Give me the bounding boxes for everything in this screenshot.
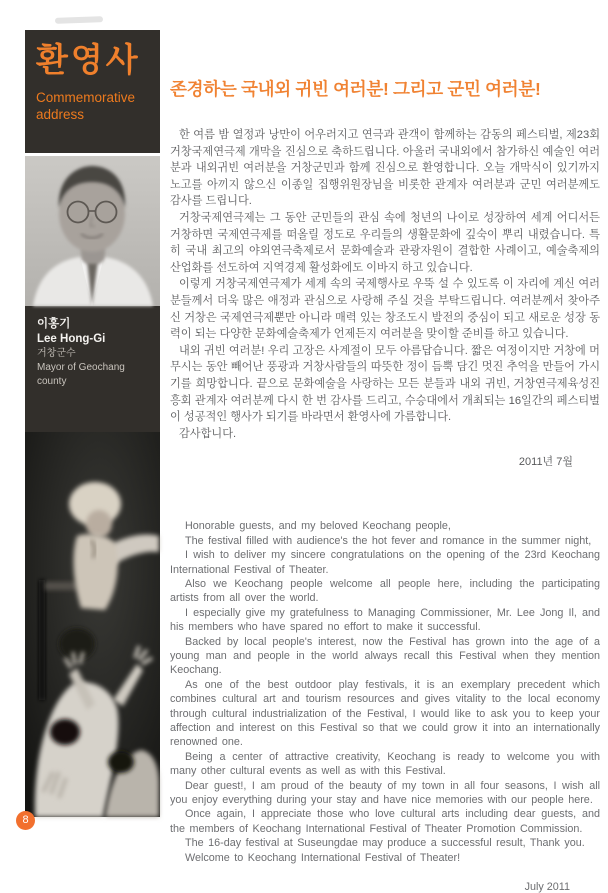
paragraph: Also we Keochang people welcome all people here, including the participating artists from all over the world. [170,577,600,605]
greeting-title: 존경하는 국내외 귀빈 여러분! 그리고 군민 여러분! [170,79,541,99]
paragraph: I wish to deliver my sincere congratulations on the opening of the 23rd Keochang International Festival of Theater. [170,549,600,576]
paragraph: Honorable guests, and my beloved Keochang people, [185,520,451,533]
mayor-name-korean: 이홍기 [37,318,71,330]
paragraph: I especially give my gratefulness to Managing Commissioner, Mr. Lee Jong Il, and his members who have spared no effort to make it successful. [170,606,600,634]
page-number-badge: 8 [16,811,35,830]
paragraph: 거창국제연극제는 그 동안 군민들의 관심 속에 청년의 나이로 성장하여 세계 어디서든 거창하면 국제연극제를 떠올릴 정도로 우리들의 생활문화에 깊숙이 뿌리 내렸습니다. 특히 국내 최고의 야외연극축제로서 문화예술과 관광자원이 결합한 사례이고, 예술축제의 산업화를 선도하여 지역경제 활성화에도 이바지 하고 있습니다. [170,211,600,274]
mayor-role-english: Mayor of Geochang county [37,362,125,387]
paragraph: 내외 귀빈 여러분! 우리 고장은 사계절이 모두 아름답습니다. 짧은 여정이지만 거창에 머무시는 동안 빼어난 풍광과 거창사람들의 따뜻한 정이 듬뿍 담긴 멋진 추억을 만들어 가시기를 희망합니다. 끝으로 문화예술을 사랑하는 모든 분들과 내외 귀빈, 거창연극제육성진흥회 관계자 여러분께 다시 한 번 감사를 드리고, 수승대에서 개최되는 16일간의 페스티벌이 성공적인 행사가 되기를 바라면서 환영사에 가름합니다. [170,344,600,424]
paragraph: The festival filled with audience's the hot fever and romance in the summer night, [185,534,592,547]
mayor-role-korean: 거창군수 [37,348,76,359]
english-address-text [170,519,600,865]
paragraph: 이렇게 거창국제연극제가 세계 속의 국제행사로 우뚝 설 수 있도록 이 자리에 계신 여러분들께서 더욱 많은 애정과 관심으로 사랑해 주실 것을 부탁드립니다. 여러분께서 찾아주신 거창은 국제연극제뿐만 아니라 매력 있는 창조도시 발전의 중심이 되고 새로운 성장 동력이 되는 다양한 문화예술축제가 언제든지 여러분을 맞이할 준비를 하고 있습니다. [170,278,600,341]
page-title-korean: 환영사 [36,41,141,78]
korean-address-text [170,127,600,442]
sidebar-header [25,30,160,153]
mayor-portrait-illustration [25,156,160,306]
scan-artifact-mark [55,16,103,24]
paragraph: Backed by local people's interest, now the Festival has grown into the age of a young man and people in the world always recall this Festival when they mention Keochang. [170,635,600,677]
paragraph: As one of the best outdoor play festivals, it is an exemplary precedent which combines cultural art and tourism resources and gives vitality to the local economy through cultural industrialization of the Festival, I would like to ask you to keep your affection and interest on this Festival so that we could grow it into an internationally renowned one. [170,678,600,749]
sidebar [25,30,160,817]
portrait-caption [25,306,160,432]
paragraph: 한 여름 밤 열정과 낭만이 어우러지고 연극과 관객이 함께하는 감동의 페스티벌, 제23회 거창국제연극제 개막을 진심으로 축하드립니다. 아울러 국내외에서 참가하신 예술인 여러분과 내외귀빈 여러분을 거창군민과 함께 진심으로 환영합니다. 오늘 개막식이 있기까지 노고를 아끼지 않으신 이종일 집행위원장님을 비롯한 관계자 여러분과 군민 여러분께도 감사를 드립니다. [170,129,600,208]
page-title-english: Commemorative address [36,90,136,122]
performance-photo-illustration [25,432,160,817]
korean-date: 2011년 7월 [518,456,573,469]
paragraph: Being a center of attractive creativity, Keochang is ready to welcome you with many other cultural events as well as with this Festival. [170,750,600,778]
paragraph: The 16-day festival at Suseungdae may produce a successful result, Thank you. [185,837,585,850]
paragraph: 감사합니다. [179,427,237,440]
main-content [170,0,600,893]
paragraph: Once again, I appreciate those who love cultural arts including dear guests, and the members of Keochang International Festival of Theater Promotion Commission. [170,808,600,835]
mayor-portrait-photo [25,156,160,306]
performance-photo [25,432,160,817]
paragraph: Welcome to Keochang International Festival of Theater! [185,851,461,864]
mayor-name-english: Lee Hong-Gi [37,333,106,345]
english-date: July 2011 [524,881,570,893]
paragraph: Dear guest!, I am proud of the beauty of my town in all four seasons, I wish all you enjoy everything during your stay and have nice memories with our people here. [170,779,600,806]
